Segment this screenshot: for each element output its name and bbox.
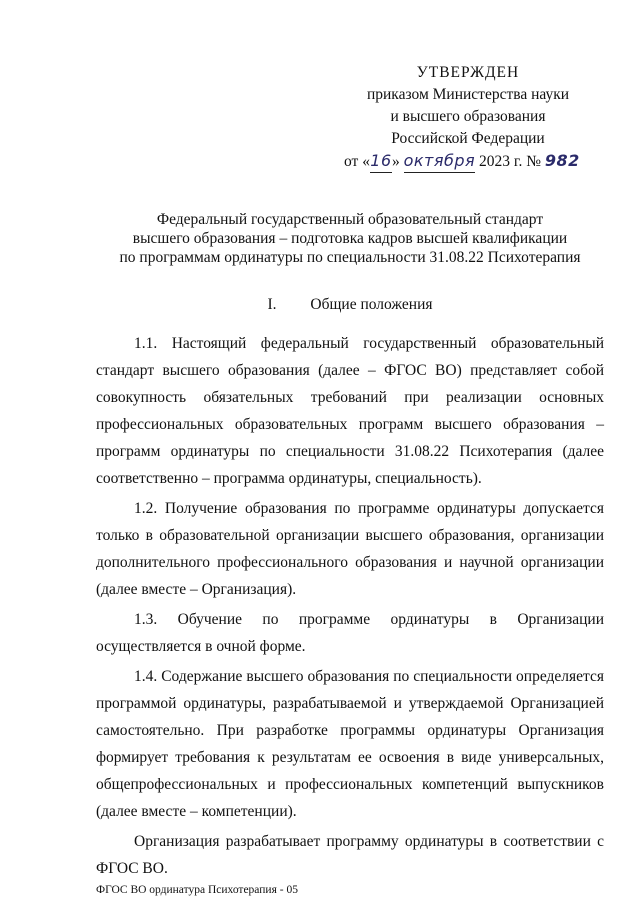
- approval-line-ministry: приказом Министерства науки: [366, 86, 570, 103]
- paragraph-organization: Организация разрабатывает программу ординатуры в соответствии с ФГОС ВО.: [96, 833, 604, 877]
- document-title: [96, 210, 604, 267]
- paragraph-1-4: 1.4. Содержание высшего образования по специальности определяется программой ординатуры, разрабатываемой и утверждаемой Организацией самостоятельно. При разработке программы ординатуры Организация формирует требования к результатам ее освоения в виде универсальных, общепрофессиональных и профессиональных компетенций выпускников (далее вместе – компетенции).: [96, 668, 604, 820]
- handwritten-order-number: 982: [544, 151, 580, 170]
- approval-line-country: Российской Федерации: [391, 130, 545, 147]
- section-number: I.: [267, 296, 277, 313]
- approval-line-education: и высшего образования: [390, 108, 546, 125]
- date-prefix: от «: [344, 153, 370, 170]
- date-mid: »: [391, 153, 400, 170]
- title-line-3: по программам ординатуры по специальности 31.08.22 Психотерапия: [119, 249, 581, 266]
- page-footer: ФГОС ВО ординатура Психотерапия - 05: [96, 884, 298, 896]
- paragraph-1-1: 1.1. Настоящий федеральный государственный образовательный стандарт высшего образования (далее – ФГОС ВО) представляет собой совокупность обязательных требований при реализации основных профессиональных образовательных программ высшего образования – программ ординатуры по специальности 31.08.22 Психотерапия (далее соответственно – программа ординатуры, специальность).: [96, 335, 604, 487]
- handwritten-month: октября: [404, 150, 476, 173]
- title-line-2: высшего образования – подготовка кадров высшей квалификации: [132, 230, 568, 247]
- approval-block: [340, 62, 596, 173]
- approval-date-line: [344, 150, 596, 173]
- section-heading: [96, 296, 604, 314]
- section-name: Общие положения: [310, 296, 433, 313]
- handwritten-day: 16: [370, 150, 392, 173]
- year-text: 2023 г. №: [479, 153, 542, 170]
- paragraph-1-2: 1.2. Получение образования по программе ординатуры допускается только в образовательной организации высшего образования, организации дополнительного профессионального образования и научной организации (далее вместе – Организация).: [96, 500, 604, 598]
- title-line-1: Федеральный государственный образовательный стандарт: [156, 211, 544, 228]
- approval-heading: УТВЕРЖДЕН: [416, 64, 520, 81]
- paragraph-1-3: 1.3. Обучение по программе ординатуры в Организации осуществляется в очной форме.: [96, 611, 604, 655]
- document-body: [96, 330, 604, 885]
